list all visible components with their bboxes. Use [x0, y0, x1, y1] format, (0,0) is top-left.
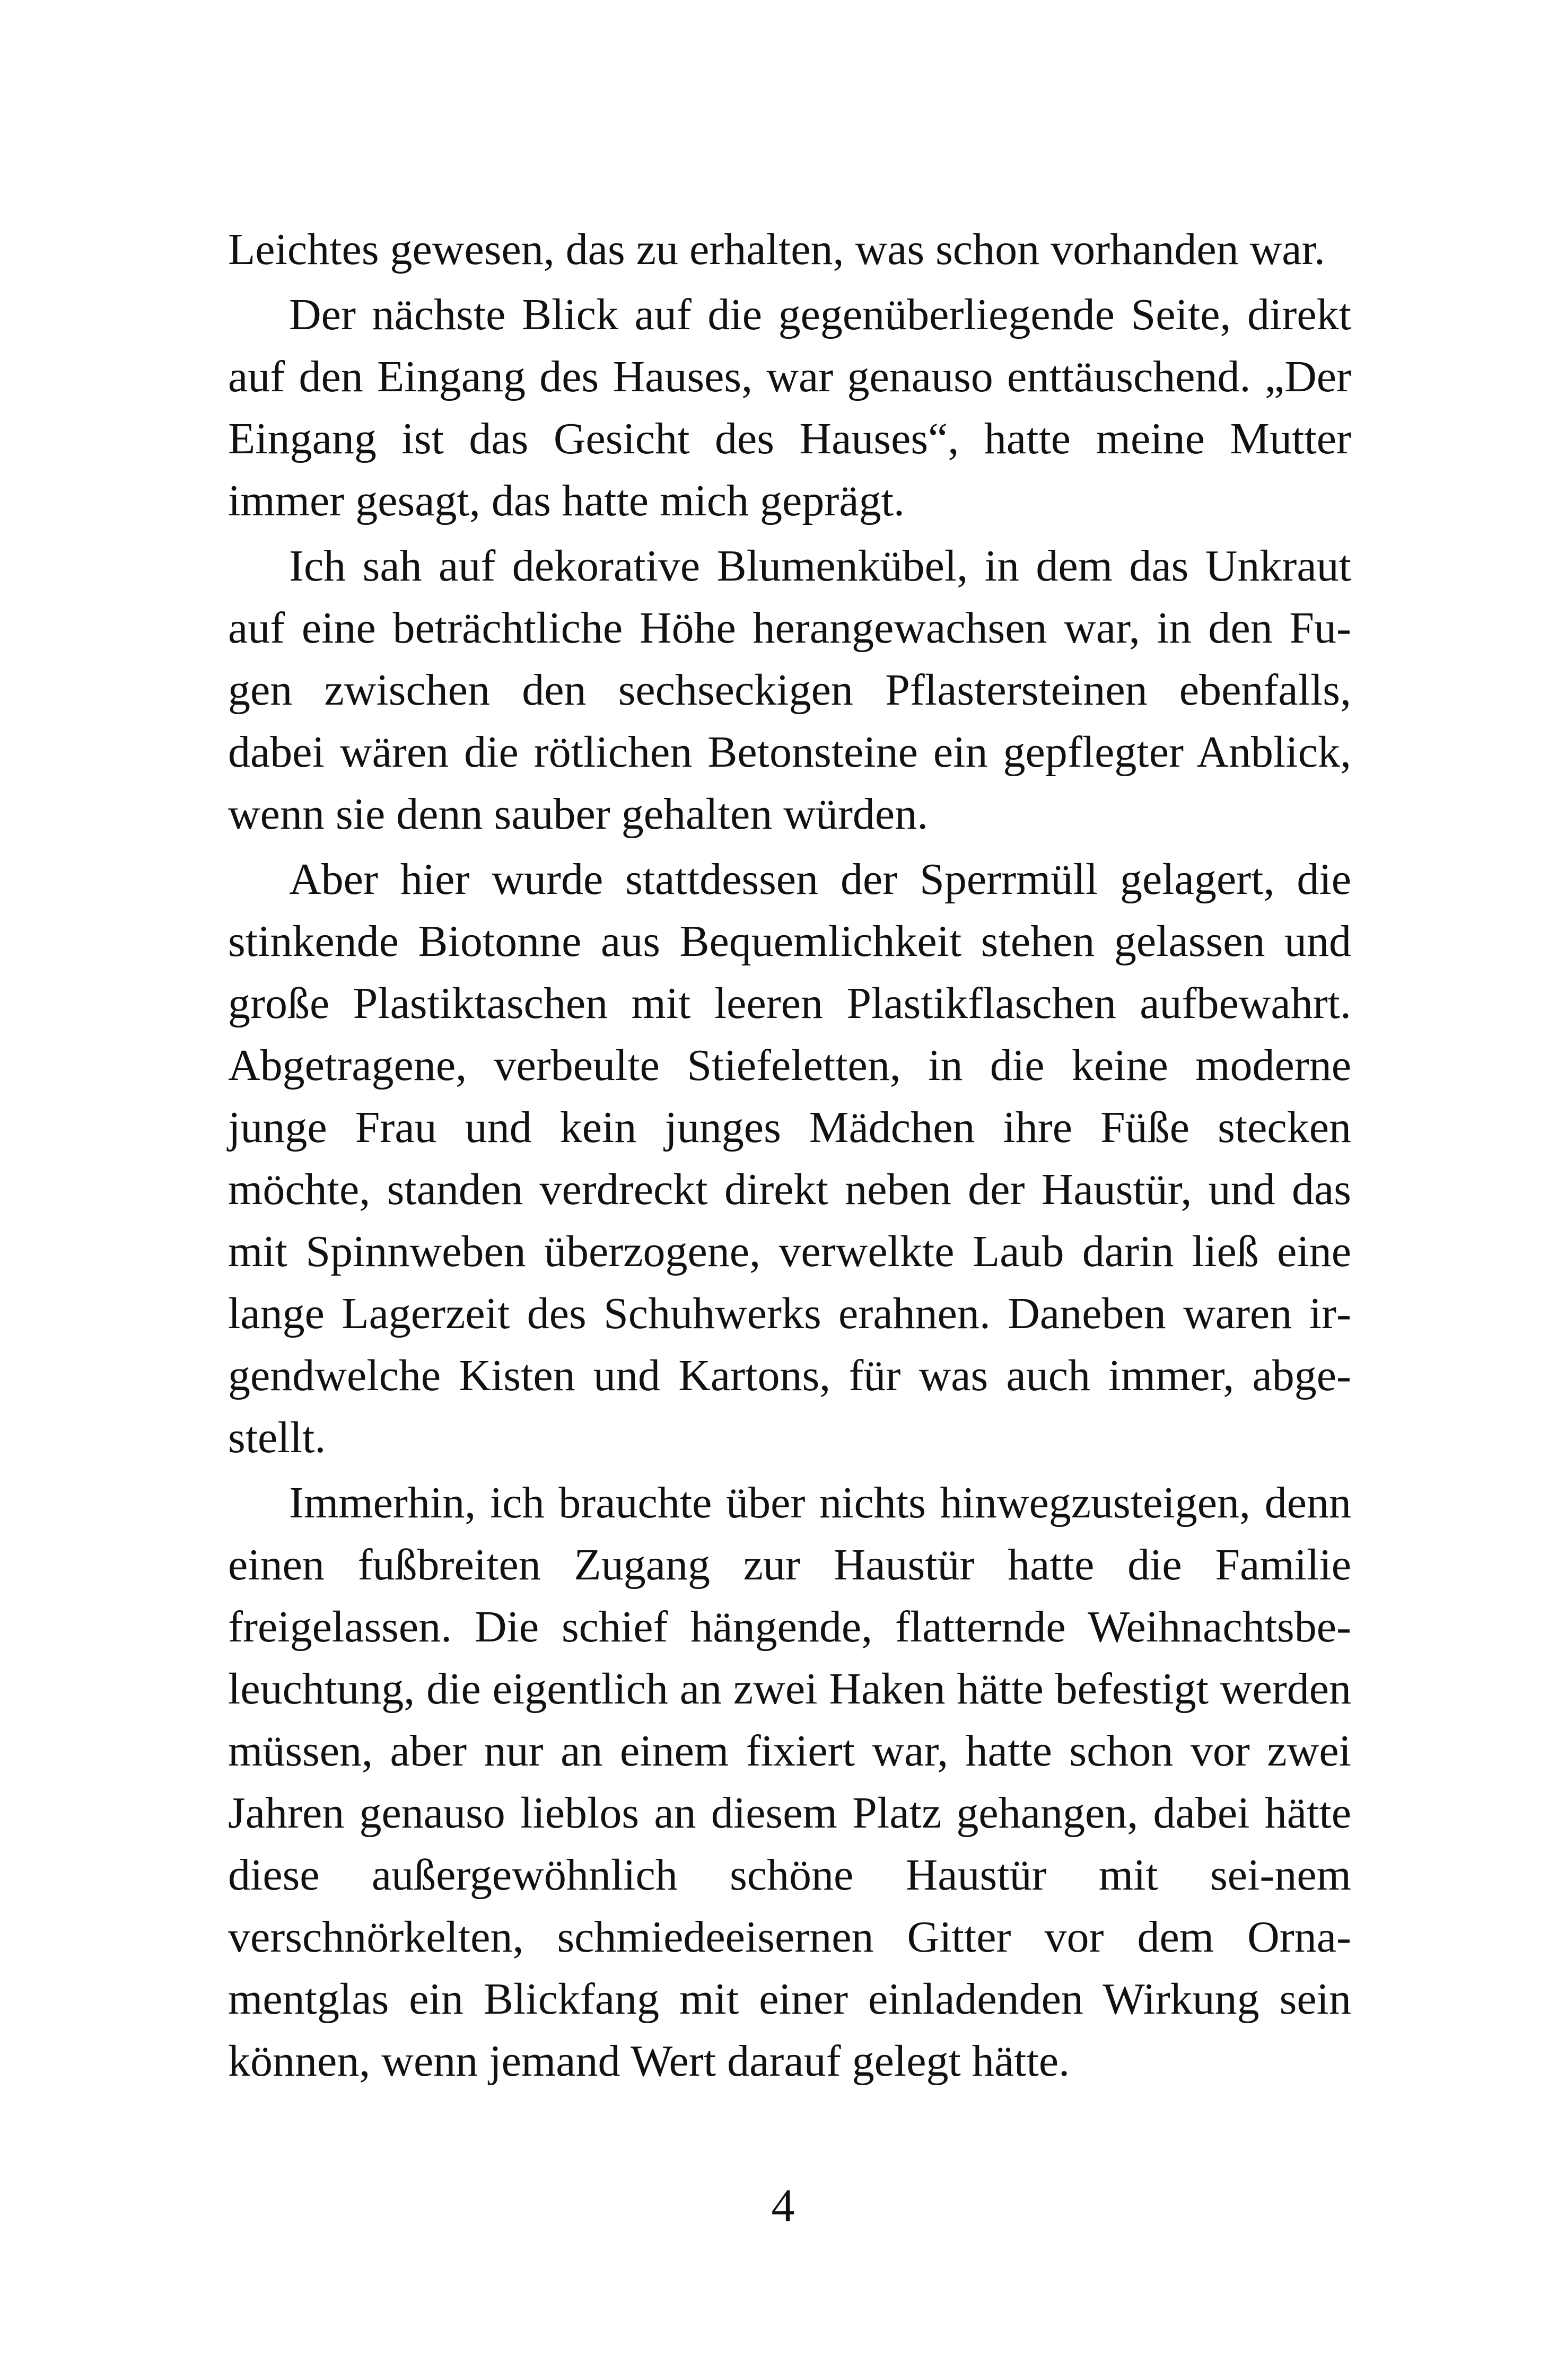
paragraph-2: Der nächste Blick auf die gegenüberliegende Seite, direkt auf den Eingang des Hauses, war genauso enttäuschend. „Der Eingang ist das Gesicht des Hauses“, hatte meine Mutter immer gesagt, das hatte mich geprägt. [228, 290, 1351, 525]
paragraph-3: Ich sah auf dekorative Blumenkübel, in dem das Unkraut auf eine beträchtliche Höhe herangewachsen war, in den Fugen zwischen den sechseckigen Pflastersteinen ebenfalls, dabei wären die rötlichen Betonsteine ein gepflegter Anblick, wenn sie denn sauber gehalten würden. [228, 541, 1351, 839]
paragraph-4: Aber hier wurde stattdessen der Sperrmüll gelagert, die stinkende Biotonne aus Bequemlichkeit stehen gelassen und große Plastiktaschen mit leeren Plastikflaschen aufbewahrt. Abgetragene, verbeulte Stiefeletten, in die keine moderne junge Frau und kein junges Mädchen ihre Füße stecken möchte, standen verdreckt direkt neben der Haustür, und das mit Spinnweben überzogene, verwelkte Laub darin ließ eine lange Lagerzeit des Schuhwerks erahnen. Daneben waren irgendwelche Kisten und Kartons, für was auch immer, abgestellt. [228, 855, 1351, 1462]
paragraph-5: Immerhin, ich brauchte über nichts hinwegzusteigen, denn einen fußbreiten Zugang zur Haustür hatte die Familie freigelassen. Die schief hängende, flatternde Weihnachtsbeleuchtung, die eigentlich an zwei Haken hätte befestigt werden müssen, aber nur an einem fixiert war, hatte schon vor zwei Jahren genauso lieblos an diesem Platz gehangen, dabei hätte diese außergewöhnlich schöne Haustür mit sei-nem verschnörkelten, schmiedeeisernen Gitter vor dem Ornamentglas ein Blickfang mit einer einladenden Wirkung sein können, wenn jemand Wert darauf gelegt hätte. [228, 1478, 1351, 2086]
paragraph-1: Leichtes gewesen, das zu erhalten, was schon vorhanden war. [228, 225, 1325, 274]
body-text [228, 218, 1351, 2092]
page-number: 4 [771, 2180, 795, 2232]
